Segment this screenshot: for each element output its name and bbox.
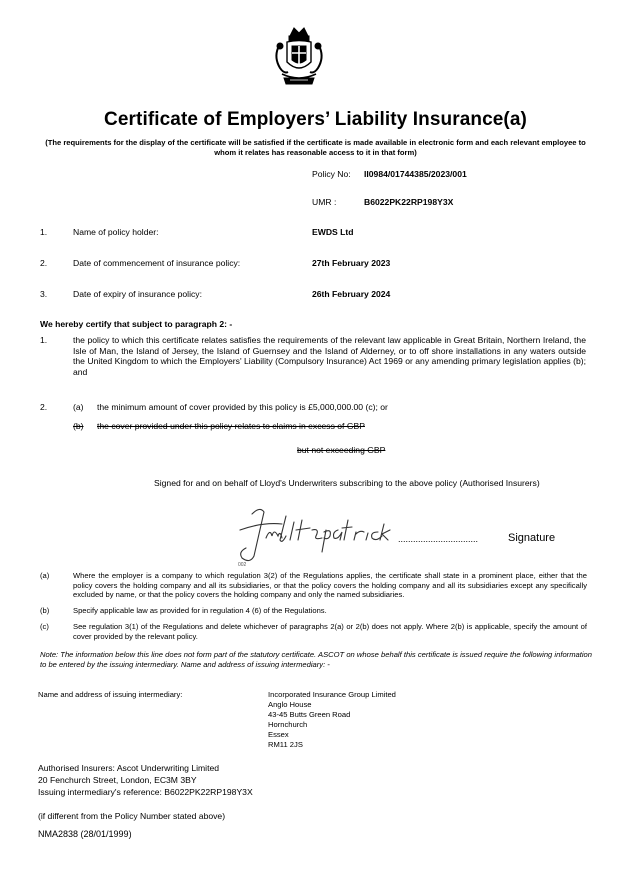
note-text: Specify applicable law as provided for in regulation 4 (6) of the Regulations.: [73, 606, 327, 615]
intermediary-address-line: Incorporated Insurance Group Limited: [268, 690, 396, 699]
intermediary-reference-line: Issuing intermediary's reference: B6022PK22RP198Y3X: [38, 787, 253, 797]
intermediary-address-line: Hornchurch: [268, 720, 308, 729]
lloyds-crest-logo: [272, 22, 326, 90]
intermediary-label: Name and address of issuing intermediary:: [38, 690, 183, 699]
intermediary-address-line: Essex: [268, 730, 289, 739]
authorised-address-line: 20 Fenchurch Street, London, EC3M 3BY: [38, 775, 197, 785]
signed-statement: Signed for and on behalf of Lloyd's Underwriters subscribing to the above policy (Authorised Insurers): [154, 478, 540, 488]
note-label: (b): [40, 606, 50, 615]
signature-stamp-text: 002: [238, 562, 247, 568]
signature-dots: ................................: [398, 534, 479, 544]
handwritten-signature: [232, 500, 392, 570]
signature-label: Signature: [508, 532, 556, 544]
para2b-label: (b): [73, 421, 84, 431]
policy-no-value: II0984/01744385/2023/001: [364, 169, 467, 179]
item-value: 27th February 2023: [312, 258, 391, 268]
intermediary-address-line: Anglo House: [268, 700, 312, 709]
if-different-note: (if different from the Policy Number stated above): [38, 811, 226, 821]
italic-note: Note: The information below this line does not form part of the statutory certificate. ASCOT on whose behalf this certificate is issued require the following information to be entered by the issuing intermediary. Name and address of issuing intermediary: -: [40, 650, 592, 669]
item-label: Date of expiry of insurance policy:: [73, 289, 202, 299]
umr-value: B6022PK22RP198Y3X: [364, 197, 454, 207]
para2-number: 2.: [40, 402, 48, 412]
para1-number: 1.: [40, 335, 48, 345]
item-value: EWDS Ltd: [312, 227, 354, 237]
umr-label: UMR :: [312, 197, 337, 207]
note-label: (c): [40, 622, 49, 631]
item-label: Date of commencement of insurance policy:: [73, 258, 241, 268]
policy-no-label: Policy No:: [312, 169, 351, 179]
item-number: 3.: [40, 289, 48, 299]
requirements-note: (The requirements for the display of the certificate will be satisfied if the certificate is made available in electronic form and each relevant employee to whom it relates has reasonable access to it in that form): [45, 138, 586, 157]
para2a-label: (a): [73, 402, 84, 412]
item-number: 1.: [40, 227, 48, 237]
note-label: (a): [40, 571, 50, 580]
note-text: Where the employer is a company to which regulation 3(2) of the Regulations applies, the certificate shall state in a prominent place, either that the policy covers the holding company and all its subsidiaries, or that the policy covers the holding company and all its subsidiaries except any specifically excluded by name, or that the policy covers the holding company and only the named subsidiaries.: [73, 571, 587, 600]
certificate-title: Certificate of Employers’ Liability Insurance(a): [104, 109, 527, 130]
item-value: 26th February 2024: [312, 289, 391, 299]
authorised-insurers-line: Authorised Insurers: Ascot Underwriting Limited: [38, 763, 220, 773]
para2b-text: the cover provided under this policy relates to claims in excess of GBP: [97, 421, 365, 431]
para2b-continuation: but not exceeding GBP: [297, 445, 386, 455]
intermediary-address-line: 43-45 Butts Green Road: [268, 710, 351, 719]
form-reference: NMA2838 (28/01/1999): [38, 829, 132, 839]
intermediary-address-line: RM11 2JS: [268, 740, 303, 749]
certify-heading: We hereby certify that subject to paragraph 2: -: [40, 319, 233, 329]
para1-text: the policy to which this certificate relates satisfies the requirements of the relevant law applicable in Great Britain, Northern Ireland, the Isle of Man, the Island of Jersey, the Island of Guernsey and the Island of Alderney, or to off shore installations in any waters outside the United Kingdom to which the Employers' Liability (Compulsory Insurance) Act 1969 or any amending primary legislation applies (b); and: [73, 335, 586, 377]
note-text: See regulation 3(1) of the Regulations and delete whichever of paragraphs 2(a) or 2(b) does not apply. Where 2(b) is applicable, specify the amount of cover provided by the relevant policy.: [73, 622, 587, 641]
para2a-text: the minimum amount of cover provided by this policy is £5,000,000.00 (c); or: [97, 402, 388, 412]
item-label: Name of policy holder:: [73, 227, 159, 237]
item-number: 2.: [40, 258, 48, 268]
